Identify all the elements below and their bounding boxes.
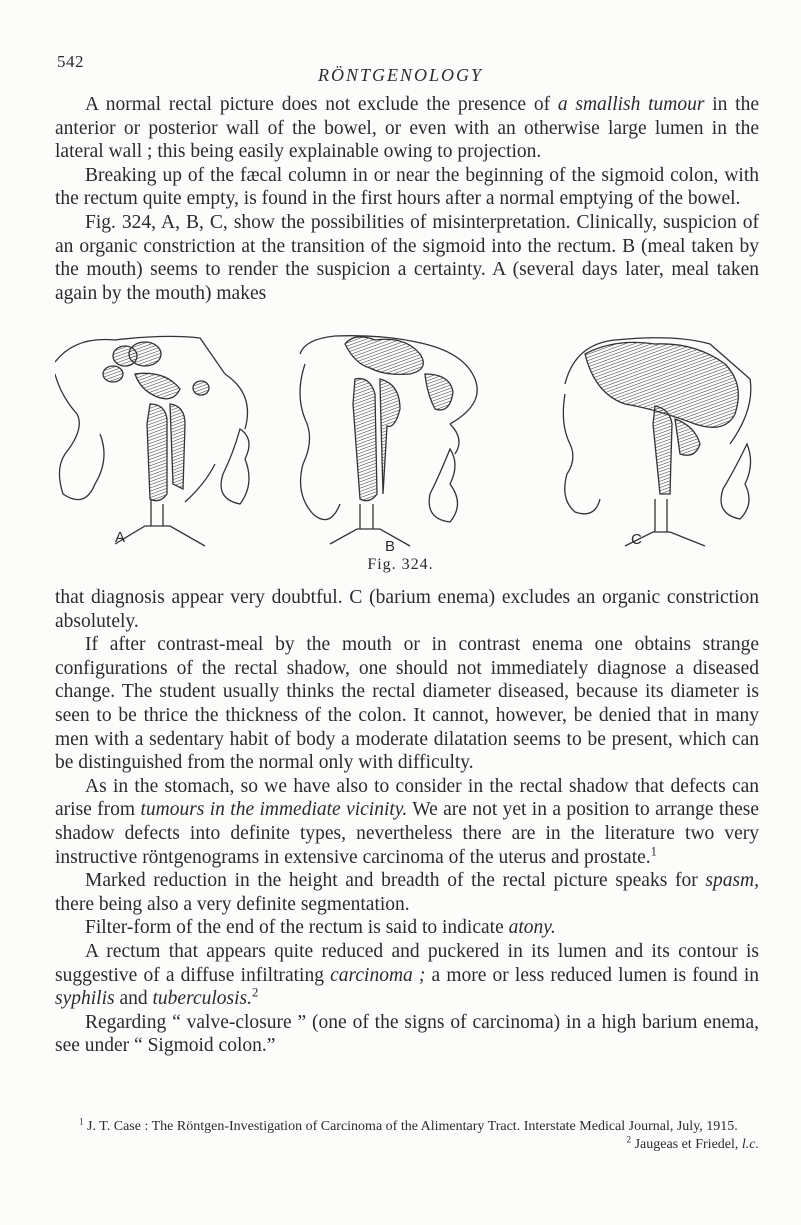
panel-a-drawing <box>55 336 249 546</box>
running-head: RÖNTGENOLOGY <box>317 65 484 85</box>
footnote-ref: 1 <box>650 844 657 859</box>
footnote-2: $^2$ Jaugeas et Friedel, l.c. <box>626 1134 759 1152</box>
panel-label-b: B <box>385 538 396 555</box>
body-text-top <box>55 93 759 305</box>
rectal-shadow-drawings <box>55 334 755 559</box>
panel-c-drawing <box>563 338 750 546</box>
paragraph: A rectum that appears quite reduced and puckered in its lumen and its contour is suggestive of a diffuse infiltrating carcinoma ; a more or less reduced lumen is found in syphilis and tuberculosis.$^2$ <box>55 940 759 1010</box>
paragraph: Regarding “ valve-closure ” (one of the signs of carcinoma) in a high barium enema, see under “ Sigmoid colon.” <box>55 1011 759 1057</box>
footnote-ref: 2 <box>251 985 259 1000</box>
figure-324 <box>55 334 755 559</box>
panel-b-drawing <box>300 336 477 546</box>
figure-caption: Fig. 324. <box>367 556 434 573</box>
footnote-1: $^1$ J. T. Case : The Röntgen-Investigation of Carcinoma of the Alimentary Tract. Interstate Medical Journal, July, 1915. $^2$ Jaugeas et Friedel, l.c. <box>79 1116 759 1152</box>
paragraph: A normal rectal picture does not exclude the presence of a smallish tumour in the anterior or posterior wall of the bowel, or even with an otherwise large lumen in the lateral wall ; this being easily explainable owing to projection. <box>55 94 759 163</box>
paragraph: Filter-form of the end of the rectum is said to indicate atony. <box>85 917 556 939</box>
footnotes <box>55 1118 759 1154</box>
body-text-bottom <box>55 586 759 1058</box>
panel-label-a: A <box>115 529 126 546</box>
paragraph: Fig. 324, A, B, C, show the possibilities of misinterpretation. Clinically, suspicion of an organic constriction at the transition of the sigmoid into the rectum. B (meal taken by the mouth) seems to render the suspicion a certainty. A (several days later, meal taken again by the mouth) makes <box>55 211 759 304</box>
paragraph: Marked reduction in the height and breadth of the rectal picture speaks for spasm, there being also a very definite segmentation. <box>55 870 759 915</box>
paragraph: If after contrast-meal by the mouth or in contrast enema one obtains strange configurations of the rectal shadow, one should not immediately diagnose a diseased change. The student usually thinks the rectal diameter diseased, because its diameter is seen to be thrice the thickness of the colon. It cannot, however, be denied that in many men with a sedentary habit of body a moderate dilatation seems to be present, which can be distinguished from the normal only with difficulty. <box>55 634 759 774</box>
paragraph: that diagnosis appear very doubtful. C (barium enema) excludes an organic constriction absolutely. <box>55 587 759 632</box>
paragraph: Breaking up of the fæcal column in or near the beginning of the sigmoid colon, with the rectum quite empty, is found in the first hours after a normal emptying of the bowel. <box>55 164 759 210</box>
paragraph: As in the stomach, so we have also to consider in the rectal shadow that defects can arise from tumours in the immediate vicinity. We are not yet in a position to arrange these shadow defects into definite types, nevertheless there are in the literature two very instructive röntgenograms in extensive carcinoma of the uterus and prostate.$^1$ <box>55 775 759 868</box>
page-number: 542 <box>57 52 84 71</box>
panel-label-c: C <box>631 531 642 548</box>
